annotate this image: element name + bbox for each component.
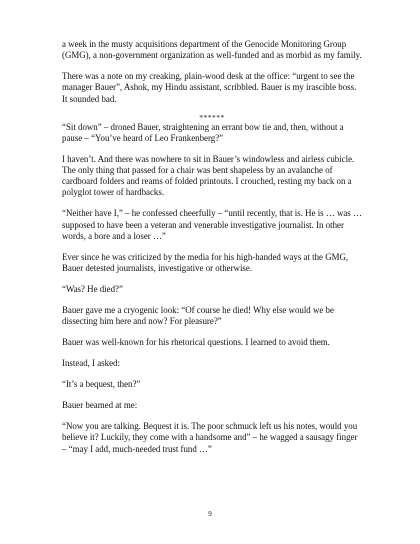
paragraph-7: “Was? He died?” [62, 284, 123, 295]
paragraph-6: Ever since he was criticized by the media for his high-handed ways at the GMG, Bauer detested journalists, investigative or otherwise. [62, 251, 349, 274]
page-number: 9 [208, 510, 212, 518]
paragraph-13: “Now you are talking. Bequest it is. The poor schmuck left us his notes, would you believe it? Luckily, they come with a handsome and” – he wagged a sausagy finger – “may I add, much-needed trust fund …” [62, 421, 358, 454]
paragraph-3: “Sit down” – droned Bauer, straightening an errant bow tie and, then, without a pause – “You’ve heard of Leo Frankenberg?” [62, 121, 344, 143]
page-body [62, 39, 362, 465]
paragraph-2: There was a note on my creaking, plain-wood desk at the office: “urgent to see the manager Bauer”, Ashok, my Hindu assistant, scribbled. Bauer is my irascible boss. It sounded bad. [62, 71, 357, 104]
paragraph-11: “It’s a bequest, then?” [62, 379, 141, 390]
paragraph-9: Bauer was well-known for his rhetorical questions. I learned to avoid them. [62, 337, 330, 348]
paragraph-1: a week in the musty acquisitions department of the Genocide Monitoring Group (GMG), a non-government organization as well-funded and as morbid as my family. [62, 39, 362, 61]
paragraph-8: Bauer gave me a cryogenic look: “Of course he died! Why else would we be dissecting him here and now? For pleasure?” [62, 305, 334, 327]
section-separator: ****** [199, 112, 225, 122]
paragraph-10: Instead, I asked: [62, 358, 120, 369]
paragraph-12: Bauer beamed at me: [62, 400, 138, 411]
paragraph-5: “Neither have I,” – he confessed cheerfully – “until recently, that is. He is … was … supposed to have been a veteran and venerable investigative journalist. In other words, a bore and a loser …” [62, 208, 362, 241]
paragraph-4: I haven’t. And there was nowhere to sit in Bauer’s windowless and airless cubicle. The only thing that passed for a chair was bent shapeless by an avalanche of cardboard folders and reams of folded printouts. I crouched, resting my back on a polyglot tower of hardbacks. [62, 153, 355, 198]
